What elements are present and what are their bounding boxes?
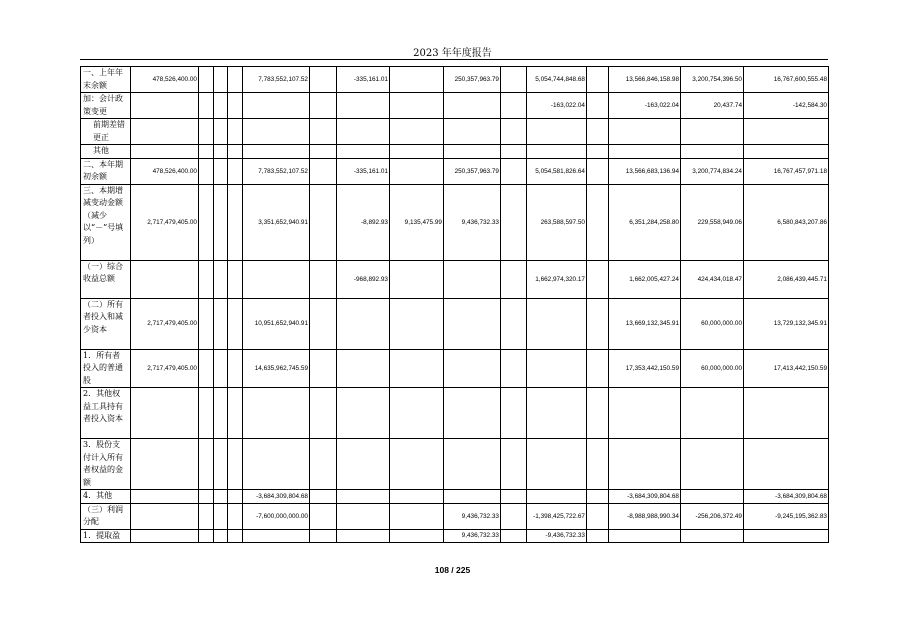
table-cell bbox=[243, 439, 310, 490]
table-cell: 478,526,400.00 bbox=[131, 67, 199, 93]
table-cell bbox=[587, 503, 609, 529]
header-divider bbox=[80, 59, 828, 60]
table-cell bbox=[390, 388, 444, 439]
table-cell bbox=[228, 298, 243, 349]
table-cell bbox=[131, 503, 199, 529]
table-cell bbox=[310, 439, 337, 490]
row-label: 1．提取盈 bbox=[81, 529, 131, 543]
table-cell bbox=[337, 490, 390, 504]
table-cell bbox=[199, 260, 214, 298]
table-cell bbox=[228, 388, 243, 439]
table-cell bbox=[501, 388, 527, 439]
table-row bbox=[81, 158, 829, 184]
table-cell bbox=[444, 298, 501, 349]
table-cell: 3,200,774,834.24 bbox=[681, 158, 744, 184]
table-cell bbox=[390, 145, 444, 159]
table-cell bbox=[527, 145, 587, 159]
table-body bbox=[81, 67, 829, 543]
table-cell bbox=[310, 158, 337, 184]
table-cell: 14,635,962,745.59 bbox=[243, 349, 310, 388]
table-cell bbox=[744, 529, 829, 543]
table-cell bbox=[681, 119, 744, 145]
table-cell bbox=[228, 529, 243, 543]
table-cell bbox=[587, 260, 609, 298]
table-cell bbox=[228, 119, 243, 145]
table-cell bbox=[310, 184, 337, 260]
table-cell bbox=[337, 145, 390, 159]
table-cell bbox=[310, 260, 337, 298]
table-cell bbox=[501, 490, 527, 504]
table-row bbox=[81, 119, 829, 145]
table-cell bbox=[609, 529, 681, 543]
table-cell bbox=[310, 119, 337, 145]
table-cell bbox=[527, 349, 587, 388]
table-cell: 9,135,475.99 bbox=[390, 184, 444, 260]
table-cell bbox=[501, 158, 527, 184]
table-cell bbox=[587, 349, 609, 388]
table-cell bbox=[131, 388, 199, 439]
table-row bbox=[81, 93, 829, 119]
table-cell: -1,398,425,722.67 bbox=[527, 503, 587, 529]
table-cell bbox=[199, 349, 214, 388]
table-cell bbox=[214, 388, 228, 439]
table-cell bbox=[199, 158, 214, 184]
table-row bbox=[81, 439, 829, 490]
table-cell bbox=[390, 439, 444, 490]
table-cell bbox=[131, 490, 199, 504]
row-label: 2．其他权益工具持有者投入资本 bbox=[81, 388, 131, 439]
table-cell bbox=[744, 388, 829, 439]
table-cell bbox=[214, 529, 228, 543]
table-cell bbox=[199, 529, 214, 543]
row-label: 1．所有者投入的普通股 bbox=[81, 349, 131, 388]
table-cell bbox=[444, 260, 501, 298]
table-cell bbox=[390, 158, 444, 184]
table-cell bbox=[681, 490, 744, 504]
table-cell: -3,684,309,804.68 bbox=[243, 490, 310, 504]
table-cell bbox=[444, 439, 501, 490]
table-cell bbox=[228, 490, 243, 504]
table-cell: 2,717,479,405.00 bbox=[131, 298, 199, 349]
table-cell bbox=[587, 145, 609, 159]
table-cell bbox=[681, 145, 744, 159]
table-cell bbox=[131, 93, 199, 119]
table-cell: -335,161.01 bbox=[337, 67, 390, 93]
table-cell bbox=[744, 145, 829, 159]
table-cell: -8,988,988,990.34 bbox=[609, 503, 681, 529]
table-cell: 3,351,652,940.91 bbox=[243, 184, 310, 260]
table-cell bbox=[609, 119, 681, 145]
row-label: 3．股份支付计入所有者权益的金额 bbox=[81, 439, 131, 490]
table-cell bbox=[390, 298, 444, 349]
table-cell bbox=[310, 67, 337, 93]
table-cell: 9,436,732.33 bbox=[444, 529, 501, 543]
report-header-title: 2023 年年度报告 bbox=[413, 48, 492, 59]
table-cell: 5,054,581,826.64 bbox=[527, 158, 587, 184]
row-label: 其他 bbox=[81, 145, 131, 159]
table-cell bbox=[527, 439, 587, 490]
row-label: （三）利润分配 bbox=[81, 503, 131, 529]
table-cell bbox=[199, 439, 214, 490]
table-cell: 3,200,754,396.50 bbox=[681, 67, 744, 93]
table-cell: -142,584.30 bbox=[744, 93, 829, 119]
table-cell bbox=[337, 439, 390, 490]
table-cell bbox=[587, 388, 609, 439]
table-row bbox=[81, 260, 829, 298]
table-cell bbox=[228, 260, 243, 298]
table-cell bbox=[587, 158, 609, 184]
table-row bbox=[81, 298, 829, 349]
table-cell bbox=[228, 93, 243, 119]
table-cell bbox=[199, 490, 214, 504]
table-cell bbox=[337, 388, 390, 439]
table-cell bbox=[243, 119, 310, 145]
table-cell bbox=[501, 260, 527, 298]
table-cell bbox=[501, 67, 527, 93]
table-cell bbox=[243, 388, 310, 439]
table-cell: 1,662,974,320.17 bbox=[527, 260, 587, 298]
table-cell bbox=[228, 503, 243, 529]
page-number: 108 / 225 bbox=[434, 565, 471, 575]
table-cell bbox=[527, 119, 587, 145]
table-row bbox=[81, 529, 829, 543]
table-cell bbox=[444, 349, 501, 388]
table-cell bbox=[214, 145, 228, 159]
table-cell bbox=[681, 388, 744, 439]
table-cell bbox=[587, 67, 609, 93]
table-cell bbox=[310, 388, 337, 439]
table-cell bbox=[131, 119, 199, 145]
table-cell: 250,357,963.79 bbox=[444, 158, 501, 184]
row-label: （二）所有者投入和减少资本 bbox=[81, 298, 131, 349]
table-cell bbox=[214, 439, 228, 490]
table-cell bbox=[131, 529, 199, 543]
table-cell bbox=[131, 145, 199, 159]
table-cell bbox=[228, 349, 243, 388]
table-cell bbox=[444, 388, 501, 439]
table-cell: 229,558,949.06 bbox=[681, 184, 744, 260]
row-label: 二、本年期初余额 bbox=[81, 158, 131, 184]
table-cell bbox=[243, 260, 310, 298]
table-cell bbox=[587, 184, 609, 260]
table-cell bbox=[214, 490, 228, 504]
table-cell bbox=[390, 349, 444, 388]
table-cell bbox=[587, 490, 609, 504]
table-cell: 424,434,018.47 bbox=[681, 260, 744, 298]
table-cell bbox=[390, 490, 444, 504]
table-cell: 2,717,479,405.00 bbox=[131, 349, 199, 388]
table-cell bbox=[587, 93, 609, 119]
table-cell: 250,357,963.79 bbox=[444, 67, 501, 93]
table-cell bbox=[214, 184, 228, 260]
table-cell bbox=[681, 529, 744, 543]
table-cell: -8,892.93 bbox=[337, 184, 390, 260]
table-cell bbox=[337, 503, 390, 529]
table-cell bbox=[310, 503, 337, 529]
table-cell bbox=[744, 439, 829, 490]
table-cell: 478,526,400.00 bbox=[131, 158, 199, 184]
row-label: 4．其他 bbox=[81, 490, 131, 504]
table-row bbox=[81, 490, 829, 504]
table-cell: 7,783,552,107.52 bbox=[243, 158, 310, 184]
table-cell bbox=[444, 490, 501, 504]
table-cell: -3,684,309,804.68 bbox=[744, 490, 829, 504]
table-cell: 9,436,732.33 bbox=[444, 503, 501, 529]
table-cell bbox=[390, 93, 444, 119]
table-cell bbox=[214, 93, 228, 119]
table-cell bbox=[390, 67, 444, 93]
table-cell bbox=[501, 145, 527, 159]
table-cell: -256,206,372.49 bbox=[681, 503, 744, 529]
table-cell: 16,767,457,971.18 bbox=[744, 158, 829, 184]
table-cell bbox=[390, 260, 444, 298]
row-label: 一、上年年末余额 bbox=[81, 67, 131, 93]
table-cell: -3,684,309,804.68 bbox=[609, 490, 681, 504]
table-cell bbox=[501, 184, 527, 260]
table-cell bbox=[337, 298, 390, 349]
table-row bbox=[81, 67, 829, 93]
table-cell bbox=[609, 145, 681, 159]
table-cell: -335,161.01 bbox=[337, 158, 390, 184]
table-cell bbox=[310, 298, 337, 349]
table-cell: 7,783,552,107.52 bbox=[243, 67, 310, 93]
table-cell bbox=[310, 529, 337, 543]
table-cell bbox=[501, 439, 527, 490]
table-cell bbox=[199, 184, 214, 260]
table-cell bbox=[228, 439, 243, 490]
table-cell: -7,600,000,000.00 bbox=[243, 503, 310, 529]
table-cell bbox=[199, 67, 214, 93]
table-cell bbox=[228, 184, 243, 260]
table-cell: 1,662,005,427.24 bbox=[609, 260, 681, 298]
table-cell bbox=[527, 298, 587, 349]
table-cell: 5,054,744,848.68 bbox=[527, 67, 587, 93]
table-cell bbox=[214, 67, 228, 93]
table-row bbox=[81, 349, 829, 388]
row-label: 加：会计政策变更 bbox=[81, 93, 131, 119]
table-cell: 60,000,000.00 bbox=[681, 298, 744, 349]
table-cell: 13,566,683,136.94 bbox=[609, 158, 681, 184]
table-cell: 10,951,652,940.91 bbox=[243, 298, 310, 349]
table-cell bbox=[228, 67, 243, 93]
table-cell: 6,580,843,207.86 bbox=[744, 184, 829, 260]
table-cell: 16,767,600,555.48 bbox=[744, 67, 829, 93]
table-cell bbox=[214, 119, 228, 145]
table-cell bbox=[444, 119, 501, 145]
table-cell bbox=[609, 439, 681, 490]
table-cell bbox=[444, 145, 501, 159]
table-cell bbox=[501, 529, 527, 543]
table-cell bbox=[609, 388, 681, 439]
table-cell bbox=[390, 503, 444, 529]
table-cell bbox=[337, 349, 390, 388]
table-cell bbox=[199, 119, 214, 145]
table-cell bbox=[199, 93, 214, 119]
table-cell: 60,000,000.00 bbox=[681, 349, 744, 388]
table-cell bbox=[390, 119, 444, 145]
table-cell bbox=[243, 529, 310, 543]
table-cell bbox=[199, 388, 214, 439]
table-cell bbox=[214, 503, 228, 529]
table-cell bbox=[444, 93, 501, 119]
table-cell: 20,437.74 bbox=[681, 93, 744, 119]
table-cell: 17,353,442,150.59 bbox=[609, 349, 681, 388]
table-cell bbox=[228, 145, 243, 159]
table-cell bbox=[527, 388, 587, 439]
table-cell bbox=[214, 260, 228, 298]
table-cell bbox=[214, 158, 228, 184]
table-cell bbox=[310, 145, 337, 159]
table-cell: 2,717,479,405.00 bbox=[131, 184, 199, 260]
table-cell bbox=[131, 439, 199, 490]
table-cell bbox=[131, 260, 199, 298]
table-cell bbox=[587, 439, 609, 490]
table-cell bbox=[337, 93, 390, 119]
table-cell bbox=[337, 119, 390, 145]
table-cell bbox=[501, 298, 527, 349]
table-cell bbox=[501, 119, 527, 145]
table-cell: -163,022.04 bbox=[609, 93, 681, 119]
table-cell bbox=[228, 158, 243, 184]
table-cell: -163,022.04 bbox=[527, 93, 587, 119]
table-cell: 17,413,442,150.59 bbox=[744, 349, 829, 388]
table-cell bbox=[199, 503, 214, 529]
equity-changes-table bbox=[80, 66, 829, 543]
table-cell: 2,086,439,445.71 bbox=[744, 260, 829, 298]
row-label: （一）综合收益总额 bbox=[81, 260, 131, 298]
table-cell bbox=[587, 298, 609, 349]
table-cell bbox=[310, 349, 337, 388]
table-cell bbox=[681, 439, 744, 490]
table-cell: 13,729,132,345.91 bbox=[744, 298, 829, 349]
table-cell bbox=[243, 93, 310, 119]
table-cell: -968,892.93 bbox=[337, 260, 390, 298]
table-cell: 6,351,284,258.80 bbox=[609, 184, 681, 260]
table-cell: 263,588,597.50 bbox=[527, 184, 587, 260]
table-cell bbox=[587, 119, 609, 145]
table-cell bbox=[199, 145, 214, 159]
table-cell bbox=[501, 93, 527, 119]
table-cell bbox=[501, 503, 527, 529]
table-cell bbox=[744, 119, 829, 145]
table-cell bbox=[199, 298, 214, 349]
table-cell bbox=[310, 490, 337, 504]
table-row bbox=[81, 388, 829, 439]
row-label: 三、本期增减变动金额（减少以“－”号填列） bbox=[81, 184, 131, 260]
table-cell bbox=[337, 529, 390, 543]
table-cell: -9,245,195,362.83 bbox=[744, 503, 829, 529]
table-cell: 13,566,846,158.98 bbox=[609, 67, 681, 93]
table-cell: 9,436,732.33 bbox=[444, 184, 501, 260]
table-cell: 13,669,132,345.91 bbox=[609, 298, 681, 349]
table-cell bbox=[214, 349, 228, 388]
row-label: 前期差错更正 bbox=[81, 119, 131, 145]
table-row bbox=[81, 184, 829, 260]
table-row bbox=[81, 503, 829, 529]
table-cell bbox=[243, 145, 310, 159]
table-cell bbox=[214, 298, 228, 349]
table-row bbox=[81, 145, 829, 159]
table-cell bbox=[501, 349, 527, 388]
table-cell bbox=[527, 490, 587, 504]
table-cell bbox=[390, 529, 444, 543]
table-cell bbox=[587, 529, 609, 543]
table-cell: -9,436,732.33 bbox=[527, 529, 587, 543]
table-cell bbox=[310, 93, 337, 119]
